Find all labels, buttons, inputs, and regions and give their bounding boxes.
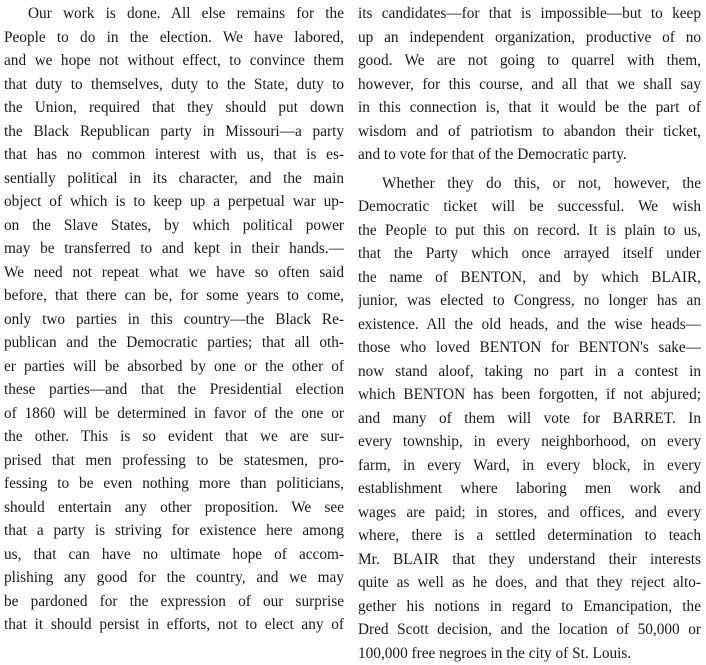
left-column bbox=[4, 2, 344, 637]
text-line: the other. This is so evident that we are sur- bbox=[4, 425, 344, 449]
text-line: that a party is striving for existence here among bbox=[4, 519, 344, 543]
text-line: the Union, required that they should put down bbox=[4, 96, 344, 120]
text-line: where, there is a settled determination to teach bbox=[358, 524, 701, 548]
text-line: farm, in every Ward, in every block, in every bbox=[358, 454, 701, 478]
text-line: existence. All the old heads, and the wise heads— bbox=[358, 313, 701, 337]
text-line: that the Party which once arrayed itself under bbox=[358, 242, 701, 266]
right-column bbox=[358, 2, 701, 665]
text-line: Dred Scott decision, and the location of 50,000 or bbox=[358, 618, 701, 642]
text-line: Democratic ticket will be successful. We wish bbox=[358, 195, 701, 219]
text-line: Whether they do this, or not, however, the bbox=[358, 172, 701, 196]
text-line: fessing to be even nothing more than politicians, bbox=[4, 472, 344, 496]
text-line: People to do in the election. We have labored, bbox=[4, 26, 344, 50]
text-line: and to vote for that of the Democratic party. bbox=[358, 143, 701, 167]
text-line: be pardoned for the expression of our surprise bbox=[4, 590, 344, 614]
text-line: every township, in every neighborhood, on every bbox=[358, 430, 701, 454]
text-line: its candidates—for that is impossible—but to keep bbox=[358, 2, 701, 26]
text-line: which BENTON has been forgotten, if not abjured; bbox=[358, 383, 701, 407]
text-line: should entertain any other proposition. We see bbox=[4, 496, 344, 520]
text-line: these parties—and that the Presidential election bbox=[4, 378, 344, 402]
text-line: wisdom and of patriotism to abandon their ticket, bbox=[358, 120, 701, 144]
text-line: the Black Republican party in Missouri—a party bbox=[4, 120, 344, 144]
text-line: We need not repeat what we have so often said bbox=[4, 261, 344, 285]
text-line: 100,000 free negroes in the city of St. Louis. bbox=[358, 642, 701, 665]
text-line: in this connection is, that it would be the part of bbox=[358, 96, 701, 120]
text-line: only two parties in this country—the Black Re- bbox=[4, 308, 344, 332]
text-line: up an independent organization, productive of no bbox=[358, 26, 701, 50]
text-line: junior, was elected to Congress, no longer has an bbox=[358, 289, 701, 313]
text-line: on the Slave States, by which political power bbox=[4, 214, 344, 238]
text-line: Our work is done. All else remains for the bbox=[4, 2, 344, 26]
text-line: quite as well as he does, and that they reject alto- bbox=[358, 571, 701, 595]
text-line: those who loved BENTON for BENTON's sake— bbox=[358, 336, 701, 360]
text-line: the name of BENTON, and by which BLAIR, bbox=[358, 266, 701, 290]
text-line: Mr. BLAIR that they understand their interests bbox=[358, 548, 701, 572]
text-line: good. We are not going to quarrel with them, bbox=[358, 49, 701, 73]
text-line: us, that can have no ultimate hope of accom- bbox=[4, 543, 344, 567]
text-line: that it should persist in efforts, not to elect any of bbox=[4, 613, 344, 637]
text-line: establishment where laboring men work and bbox=[358, 477, 701, 501]
text-line: and we hope not without effect, to convince them bbox=[4, 49, 344, 73]
text-line: object of which is to keep up a perpetual war up- bbox=[4, 190, 344, 214]
text-line: publican and the Democratic parties; that all oth- bbox=[4, 331, 344, 355]
text-line: sentially political in its character, and the main bbox=[4, 167, 344, 191]
text-line: and many of them will vote for BARRET. In bbox=[358, 407, 701, 431]
text-line: that has no common interest with us, that is es- bbox=[4, 143, 344, 167]
text-line: gether his notions in regard to Emancipation, the bbox=[358, 595, 701, 619]
text-line: plishing any good for the country, and we may bbox=[4, 566, 344, 590]
text-line: of 1860 will be determined in favor of the one or bbox=[4, 402, 344, 426]
text-line: that duty to themselves, duty to the State, duty to bbox=[4, 73, 344, 97]
text-line: the People to put this on record. It is plain to us, bbox=[358, 219, 701, 243]
text-line: may be transferred to and kept in their hands.— bbox=[4, 237, 344, 261]
text-line: wages are paid; in stores, and offices, and every bbox=[358, 501, 701, 525]
text-line: before, that there can be, for some years to come, bbox=[4, 284, 344, 308]
text-line: now stand aloof, taking no part in a contest in bbox=[358, 360, 701, 384]
text-line: prised that men professing to be statesmen, pro- bbox=[4, 449, 344, 473]
text-line: however, for this course, and all that we shall say bbox=[358, 73, 701, 97]
text-line: er parties will be absorbed by one or the other of bbox=[4, 355, 344, 379]
